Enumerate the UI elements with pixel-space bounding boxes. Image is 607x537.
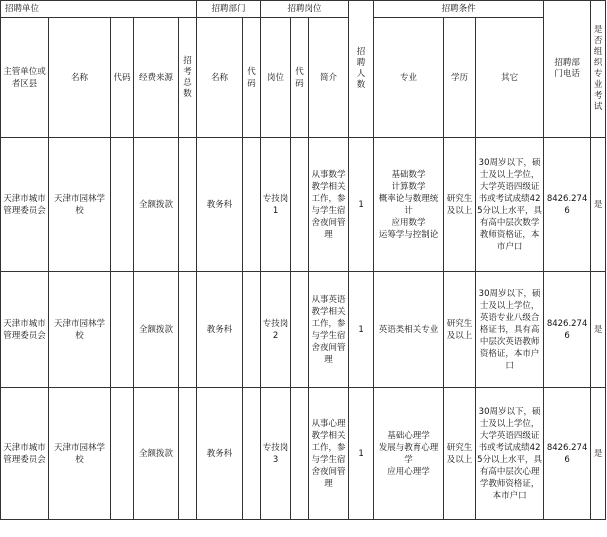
header-row-1: [1, 1, 606, 18]
header-row-2: [1, 18, 606, 138]
cell-major: 基础心理学 发展与教育心理学 应用心理学: [374, 388, 444, 520]
cell-name: 天津市园林学校: [49, 272, 111, 388]
cell-post: 专技岗1: [261, 138, 291, 272]
header-supervisor: 主管单位或者区县: [1, 18, 49, 138]
cell-funding: 全额拨款: [134, 388, 179, 520]
cell-count: 1: [349, 388, 374, 520]
header-code: 代码: [111, 18, 134, 138]
header-other: 其它: [476, 18, 544, 138]
cell-total: [179, 138, 197, 272]
cell-supervisor: 天津市城市管理委员会: [1, 388, 49, 520]
cell-post-code: [291, 138, 309, 272]
cell-exam: 是: [591, 138, 606, 272]
header-edu: 学历: [444, 18, 476, 138]
cell-count: 1: [349, 138, 374, 272]
header-total: 招考总数: [179, 18, 197, 138]
cell-count: 1: [349, 272, 374, 388]
cell-name: 天津市园林学校: [49, 138, 111, 272]
header-phone: 招聘部门电话: [544, 1, 591, 138]
cell-edu: 研究生及以上: [444, 388, 476, 520]
cell-dept: 教务科: [197, 388, 243, 520]
table-row: [1, 388, 606, 520]
cell-code: [111, 272, 134, 388]
cell-other: 30周岁以下，硕士及以上学位，英语专业八级合格证书，具有高中层次英语教师资格证，本市户口: [476, 272, 544, 388]
cell-edu: 研究生及以上: [444, 138, 476, 272]
cell-name: 天津市园林学校: [49, 388, 111, 520]
cell-code: [111, 388, 134, 520]
header-name: 名称: [49, 18, 111, 138]
cell-phone: 8426.2746: [544, 138, 591, 272]
cell-phone: 8426.2746: [544, 388, 591, 520]
cell-post-code: [291, 272, 309, 388]
header-dept-code: 代码: [243, 18, 261, 138]
header-dept-name: 名称: [197, 18, 243, 138]
cell-major: 基础数学 计算数学 概率论与数理统计 应用数学 运筹学与控制论: [374, 138, 444, 272]
cell-other: 30周岁以下，硕士及以上学位，大学英语四级证书或考试成绩425分以上水平，具有高中层次数学教师资格证，本市户口: [476, 138, 544, 272]
header-funding: 经费来源: [134, 18, 179, 138]
cell-phone: 8426.2746: [544, 272, 591, 388]
header-post-code: 代码: [291, 18, 309, 138]
header-unit-group: 招聘单位: [1, 1, 197, 18]
cell-supervisor: 天津市城市管理委员会: [1, 138, 49, 272]
header-post: 岗位: [261, 18, 291, 138]
cell-dept-code: [243, 138, 261, 272]
header-cond-group: 招聘条件: [374, 1, 544, 18]
cell-total: [179, 272, 197, 388]
cell-dept-code: [243, 388, 261, 520]
cell-total: [179, 388, 197, 520]
table-row: [1, 272, 606, 388]
cell-funding: 全额拨款: [134, 138, 179, 272]
header-count: 招聘人数: [349, 1, 374, 138]
cell-dept-code: [243, 272, 261, 388]
header-dept-group: 招聘部门: [197, 1, 261, 18]
cell-exam: 是: [591, 272, 606, 388]
cell-post: 专技岗3: [261, 388, 291, 520]
header-post-group: 招聘岗位: [261, 1, 349, 18]
cell-intro: 从事心理教学相关工作，参与学生宿舍夜间管理: [309, 388, 349, 520]
cell-other: 30周岁以下，硕士及以上学位，大学英语四级证书或考试成绩425分以上水平，具有高中层次心理学教师资格证，本市户口: [476, 388, 544, 520]
table-row: [1, 138, 606, 272]
header-intro: 简介: [309, 18, 349, 138]
cell-exam: 是: [591, 388, 606, 520]
cell-post: 专技岗2: [261, 272, 291, 388]
cell-post-code: [291, 388, 309, 520]
header-exam: 是否组织专业考试: [591, 1, 606, 138]
cell-major: 英语类相关专业: [374, 272, 444, 388]
cell-code: [111, 138, 134, 272]
header-major: 专业: [374, 18, 444, 138]
cell-dept: 教务科: [197, 272, 243, 388]
cell-dept: 教务科: [197, 138, 243, 272]
cell-supervisor: 天津市城市管理委员会: [1, 272, 49, 388]
cell-intro: 从事数学教学相关工作，参与学生宿舍夜间管理: [309, 138, 349, 272]
cell-intro: 从事英语教学相关工作，参与学生宿舍夜间管理: [309, 272, 349, 388]
cell-edu: 研究生及以上: [444, 272, 476, 388]
cell-funding: 全额拨款: [134, 272, 179, 388]
